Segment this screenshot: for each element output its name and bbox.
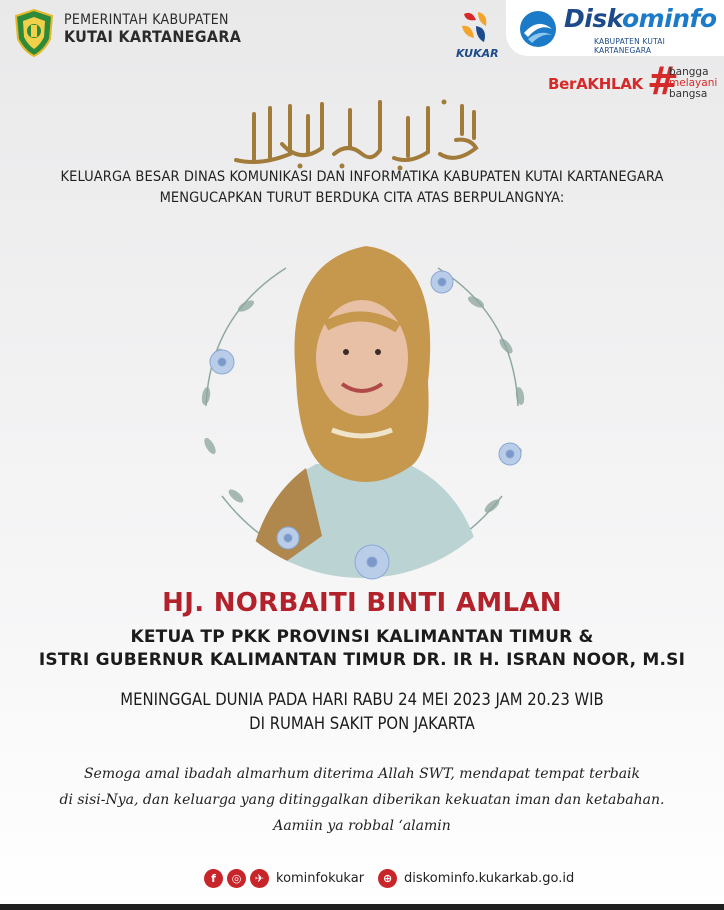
berakhlak-label: BerAKHLAK <box>548 75 643 93</box>
diskominfo-title-part-2: ominfo <box>621 4 717 33</box>
footer-social <box>204 867 574 889</box>
prayer-line-1: Semoga amal ibadah almarhum diterima Allah SWT, mendapat tempat terbaik <box>83 766 641 782</box>
intro-line-2: MENGUCAPKAN TURUT BERDUKA CITA ATAS BERPULANGNYA: <box>159 190 565 206</box>
social-handle[interactable]: kominfokukar <box>276 870 365 886</box>
facebook-icon[interactable]: f <box>204 869 223 888</box>
floral-wreath-portrait <box>176 206 548 590</box>
diskominfo-title-part-1: Disk <box>564 4 622 33</box>
government-title <box>64 12 241 46</box>
instagram-icon[interactable]: ◎ <box>227 869 246 888</box>
web-icon[interactable]: ⊕ <box>378 869 397 888</box>
kukar-logo-icon <box>452 8 498 70</box>
bangga-melayani-bangsa-tagline <box>669 67 717 100</box>
deceased-name: HJ. NORBAITI BINTI AMLAN <box>162 588 562 618</box>
diskominfo-logo-icon <box>518 9 558 49</box>
government-line-1: PEMERINTAH KABUPATEN <box>64 12 229 28</box>
website-link[interactable]: diskominfo.kukarkab.go.id <box>404 870 575 886</box>
tagline-word-3: bangsa <box>669 88 708 101</box>
kutai-kartanegara-emblem-icon <box>14 9 54 57</box>
tagline-word-1: bangga <box>669 66 709 78</box>
death-date-line: MENINGGAL DUNIA PADA HARI RABU 24 MEI 2023 JAM 20.23 WIB <box>120 690 604 709</box>
innalillahi-calligraphy <box>230 94 486 170</box>
bottom-bar <box>0 904 724 910</box>
intro-line-1: KELUARGA BESAR DINAS KOMUNIKASI DAN INFORMATIKA KABUPATEN KUTAI KARTANEGARA <box>60 169 664 185</box>
position-line-1: KETUA TP PKK PROVINSI KALIMANTAN TIMUR & <box>130 627 594 647</box>
government-line-2: KUTAI KARTANEGARA <box>64 27 242 47</box>
diskominfo-subtitle: KABUPATEN KUTAI KARTANEGARA <box>594 37 666 55</box>
twitter-icon[interactable]: ✈ <box>250 869 269 888</box>
prayer-line-2: di sisi-Nya, dan keluarga yang ditinggalkan diberikan kekuatan iman dan ketabahan. <box>59 792 665 808</box>
kukar-label: KUKAR <box>456 47 499 60</box>
tagline-word-2: melayani <box>669 77 718 90</box>
position-line-2: ISTRI GUBERNUR KALIMANTAN TIMUR DR. IR H. ISRAN NOOR, M.SI <box>38 650 686 670</box>
hash-symbol: # <box>647 59 679 103</box>
death-place-line: DI RUMAH SAKIT PON JAKARTA <box>249 714 475 733</box>
prayer-line-3: Aamiin ya robbal ‘alamin <box>273 818 451 834</box>
diskominfo-title <box>564 4 717 33</box>
